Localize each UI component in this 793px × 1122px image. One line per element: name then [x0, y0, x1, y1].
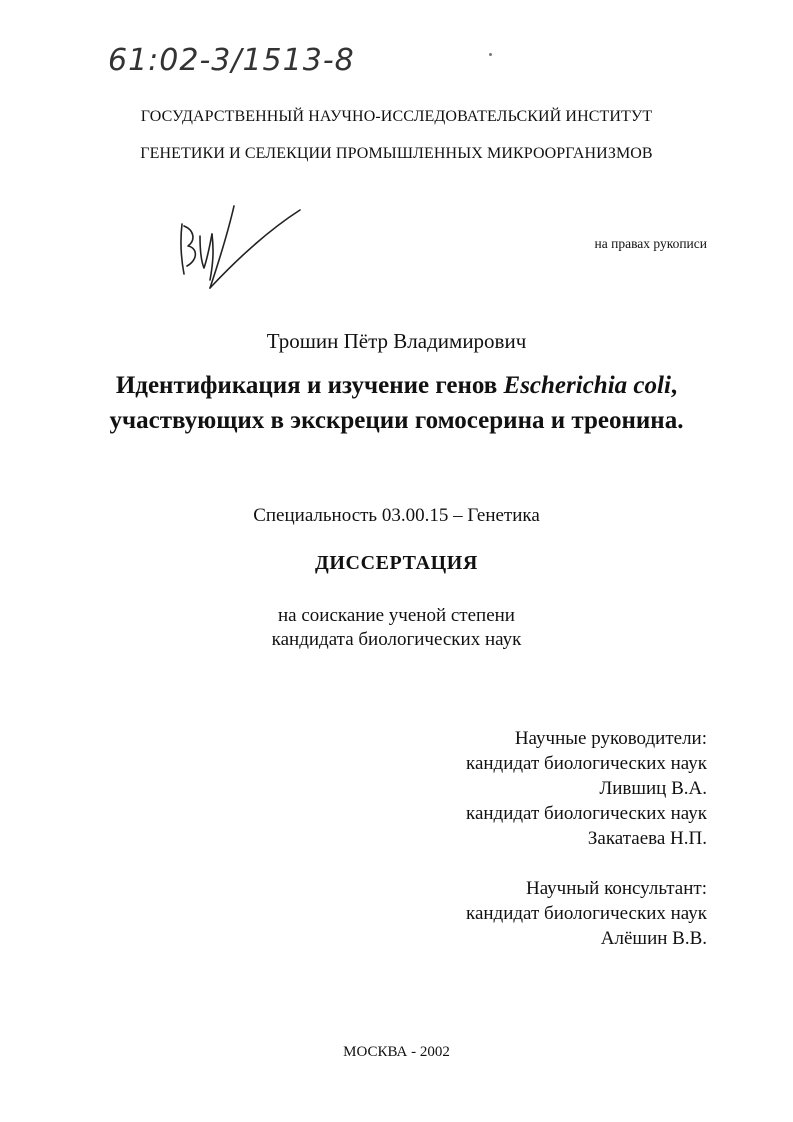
speck	[489, 53, 492, 56]
city-year: МОСКВА - 2002	[343, 1044, 450, 1060]
consultant-degree: кандидат биологических наук	[466, 903, 707, 924]
advisors-heading: Научные руководители:	[514, 728, 707, 749]
advisor2-degree: кандидат биологических наук	[466, 803, 707, 824]
title-species: Escherichia coli	[503, 372, 671, 399]
consultant-heading: Научный консультант:	[525, 878, 707, 899]
spacer	[466, 851, 707, 876]
signature	[160, 196, 310, 296]
degree-line-1: на соискание ученой степени	[278, 605, 515, 626]
degree-statement	[0, 604, 793, 652]
author-name: Трошин Пётр Владимирович	[266, 329, 527, 353]
document-type: ДИССЕРТАЦИЯ	[315, 552, 478, 574]
title-part-2: , участвующих в экскреции гомосерина и треонина.	[109, 372, 684, 434]
archive-number-text: 61:02-3/1513-8	[108, 43, 355, 78]
degree-line-2: кандидата биологических наук	[271, 629, 522, 650]
institute-name-line1: ГОСУДАРСТВЕННЫЙ НАУЧНО-ИССЛЕДОВАТЕЛЬСКИЙ ИНСТИТУТ	[140, 108, 653, 125]
manuscript-rights-note: на правах рукописи	[594, 236, 707, 251]
specialty: Специальность 03.00.15 – Генетика	[253, 505, 540, 526]
title-part-1: Идентификация и изучение генов	[115, 372, 504, 399]
advisor1-name: Лившиц В.А.	[599, 778, 707, 799]
advisors-block	[466, 726, 707, 951]
dissertation-title	[100, 368, 693, 438]
institute-name-line2: ГЕНЕТИКИ И СЕЛЕКЦИИ ПРОМЫШЛЕННЫХ МИКРООРГАНИЗМОВ	[140, 145, 653, 162]
advisor1-degree: кандидат биологических наук	[466, 753, 707, 774]
handwritten-archive-number	[108, 30, 408, 90]
advisor2-name: Закатаева Н.П.	[587, 828, 707, 849]
consultant-name: Алёшин В.В.	[600, 928, 707, 949]
